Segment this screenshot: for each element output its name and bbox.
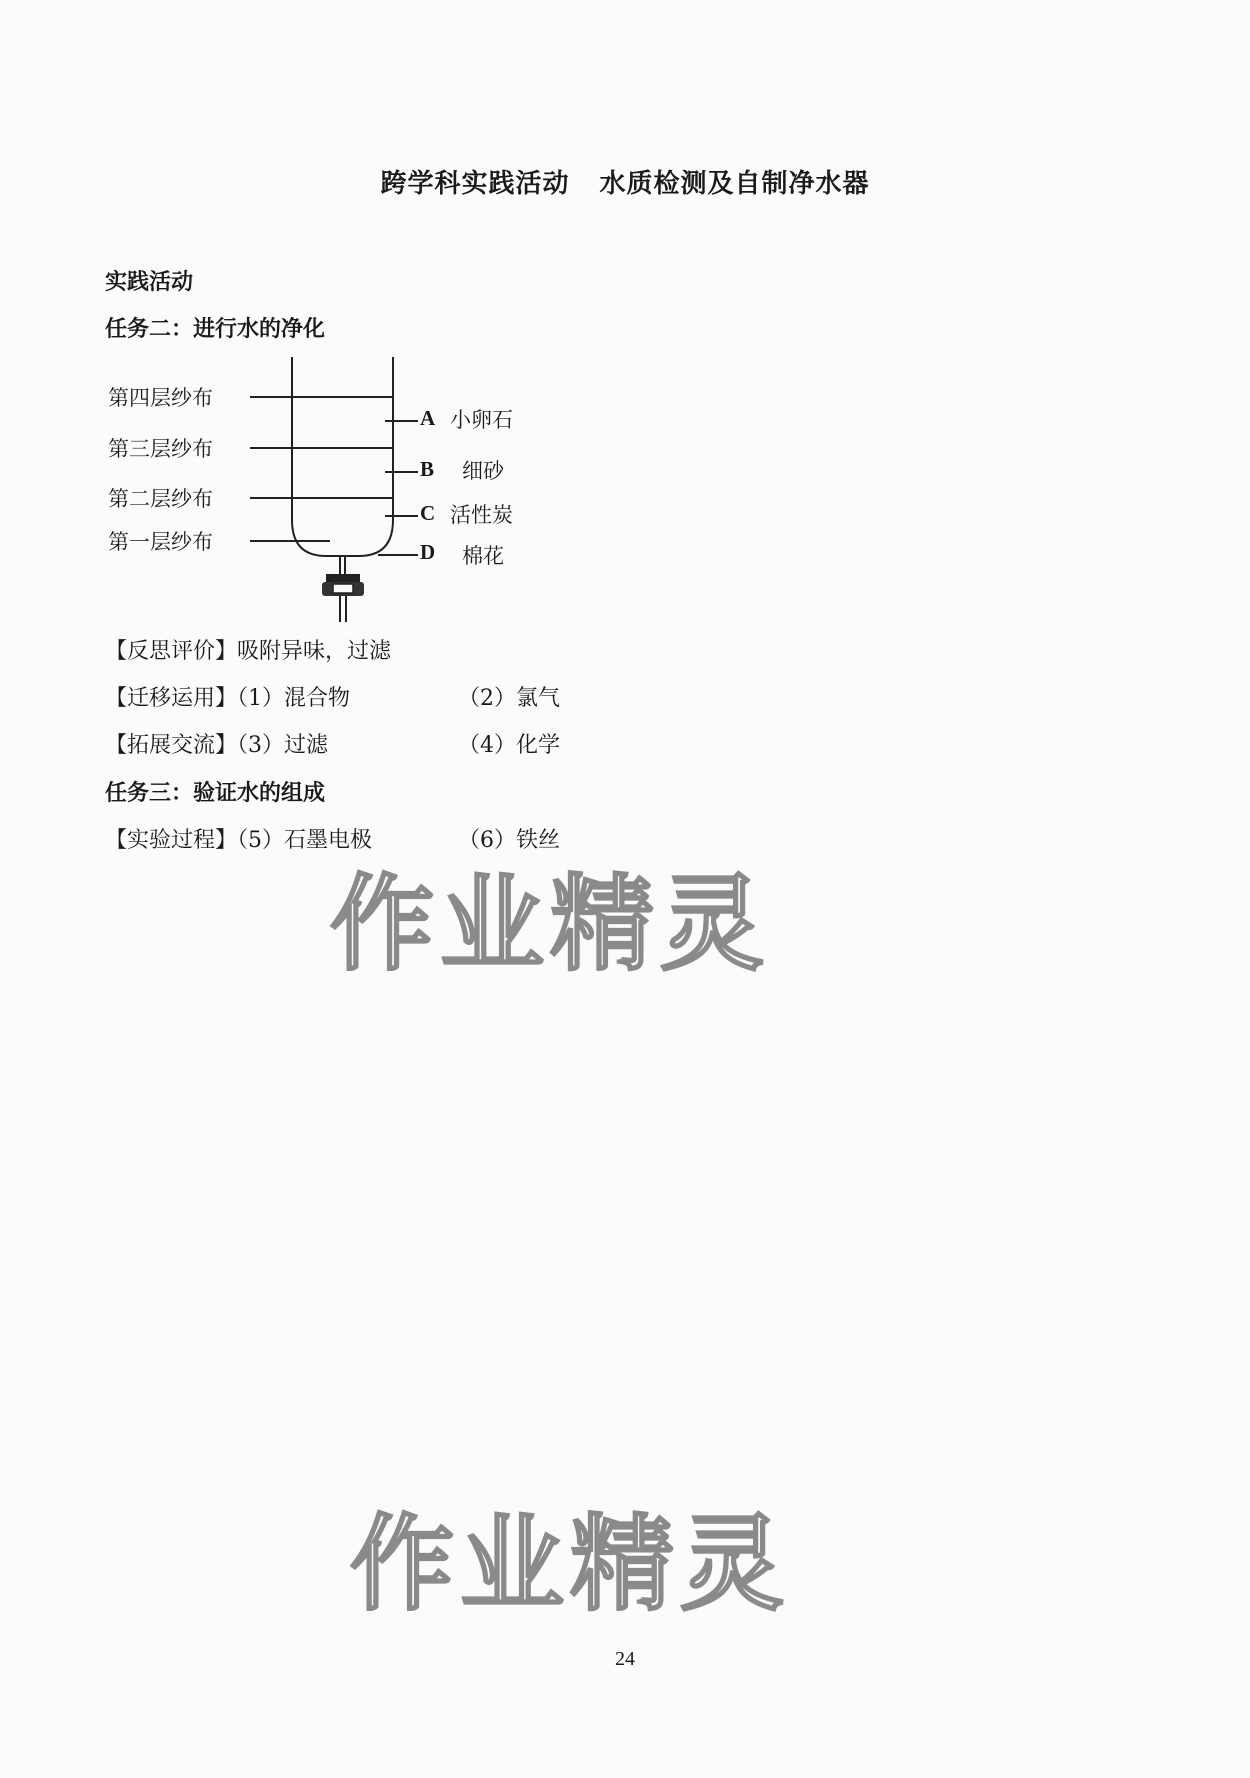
watermark-bottom: 作业精灵 [350,1503,791,1625]
material-letter-d: D [420,540,436,564]
transfer-line [105,681,350,712]
transfer-tag: 【迁移运用】 [105,686,238,711]
material-name-c: 活性炭 [450,503,513,527]
outlet-valve [322,574,364,596]
layer-label-2: 第二层纱布 [108,487,213,511]
answer-6: （6）铁丝 [458,828,560,853]
material-letter-c: C [420,501,436,525]
material-name-b: 细砂 [462,459,504,483]
layer-label-3: 第三层纱布 [108,437,213,461]
reflection-tag: 【反思评价】 [105,639,238,664]
material-letter-b: B [420,457,435,481]
extension-tag: 【拓展交流】 [105,733,238,758]
title-part1: 跨学科实践活动 [380,169,570,199]
layer-label-4: 第四层纱布 [108,386,213,410]
answer-5: （5）石墨电极 [237,828,373,853]
material-name-a: 小卵石 [450,408,513,432]
answer-3: （3）过滤 [237,733,329,758]
task2-heading: 任务二：进行水的净化 [105,317,326,342]
watermark-top: 作业精灵 [330,863,771,985]
task3-heading: 任务三：验证水的组成 [105,781,326,806]
answer-2: （2）氯气 [458,686,560,711]
material-letter-a: A [420,406,436,430]
material-name-d: 棉花 [462,544,504,568]
layer-label-1: 第一层纱布 [108,530,213,554]
answer-1: （1）混合物 [237,686,351,711]
extension-line [105,728,328,759]
process-tag: 【实验过程】 [105,828,238,853]
section-label: 实践活动 [105,270,194,295]
reflection-answer: 吸附异味，过滤 [237,639,392,664]
reflection-line [105,634,391,665]
page-number: 24 [615,1648,635,1670]
answer-4: （4）化学 [458,733,560,758]
title-part2: 水质检测及自制净水器 [599,169,870,199]
